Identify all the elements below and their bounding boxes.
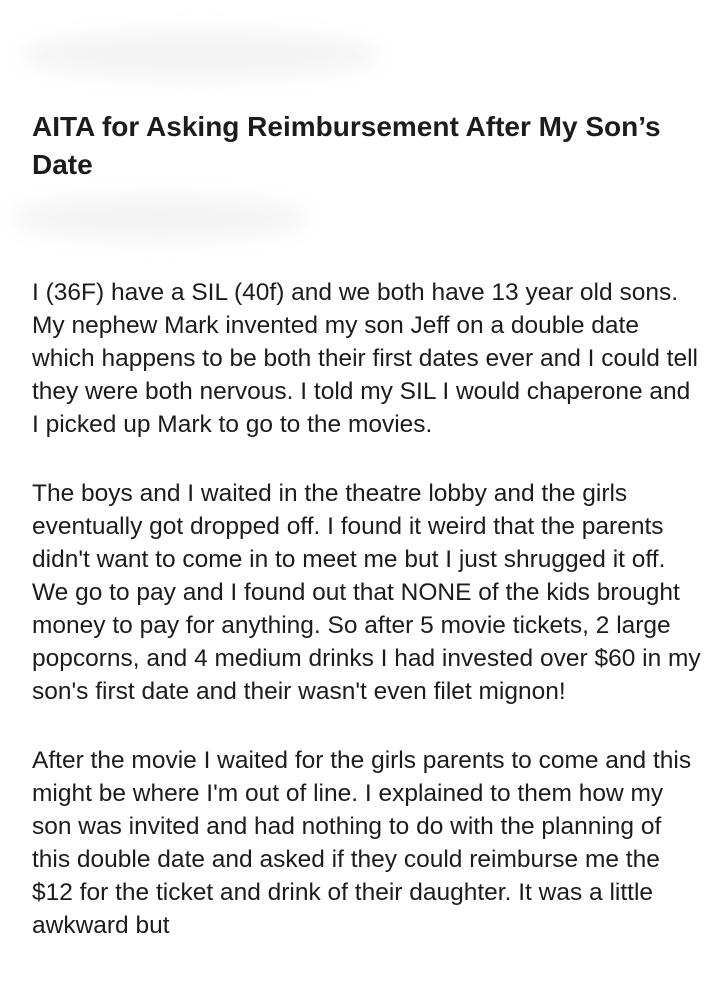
post-title: AITA for Asking Reimbursement After My Son’s Date <box>32 111 661 180</box>
post-paragraph-1: I (36F) have a SIL (40f) and we both have 13 year old sons. My nephew Mark invented my son Jeff on a double date which happens to be both their first dates ever and I could tell they were both nervous. I told my SIL I would chaperone and I picked up Mark to go to the movies. <box>32 279 698 438</box>
post-body <box>32 276 702 978</box>
blurred-header-area <box>20 30 380 80</box>
post-paragraph-3: After the movie I waited for the girls parents to come and this might be where I'm out of line. I explained to them how my son was invited and had nothing to do with the planning of this double date and asked if they could reimburse me the $12 for the ticket and drink of their daughter. It was a little awkward but <box>32 747 692 939</box>
post-paragraph-2: The boys and I waited in the theatre lobby and the girls eventually got dropped off. I found it weird that the parents didn't want to come in to meet me but I just shrugged it off. We go to pay and I found out that NONE of the kids brought money to pay for anything. So after 5 movie tickets, 2 large popcorns, and 4 medium drinks I had invested over $60 in my son's first date and their wasn't even filet mignon! <box>32 480 701 705</box>
blurred-subheader-area <box>10 195 310 241</box>
